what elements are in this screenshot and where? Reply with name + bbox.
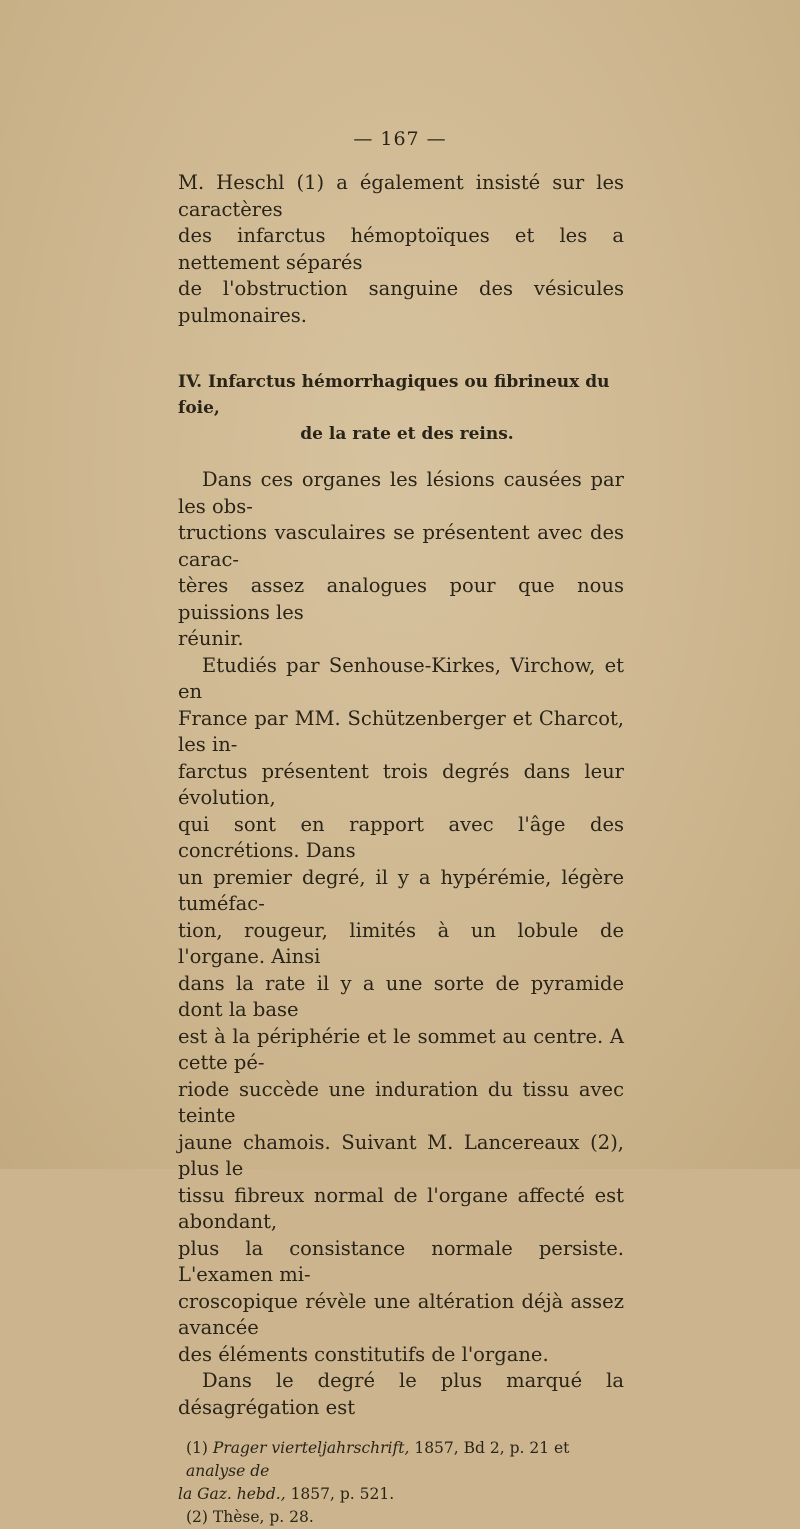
intro-line-3: de l'obstruction sanguine des vésicules pulmonaires. — [178, 277, 624, 327]
page-number: — 167 — — [353, 128, 447, 150]
p2-line-8: est à la périphérie et le sommet au centre. A cette pé- — [178, 1024, 624, 1074]
p1-line-1: Dans ces organes les lésions causées par les obs- — [178, 468, 624, 518]
p1-line-2: tructions vasculaires se présentent avec des carac- — [178, 521, 624, 571]
p2-line-13: croscopique révèle une altération déjà assez avancée — [178, 1289, 624, 1339]
footnote-1-journal: Prager vierteljahrschrift, — [212, 1439, 410, 1457]
section-heading — [178, 369, 624, 447]
p3-line-1: Dans le degré le plus marqué la désagrégation est — [178, 1369, 624, 1419]
intro-paragraph — [178, 170, 624, 329]
p2-line-2: France par MM. Schützenberger et Charcot, les in- — [178, 706, 624, 756]
paragraph-2 — [178, 653, 624, 1369]
footnote-1-analyse: analyse de — [186, 1462, 270, 1480]
p2-line-1: Etudiés par Senhouse-Kirkes, Virchow, et en — [178, 653, 624, 703]
intro-line-1: M. Heschl (1) a également insisté sur les caractères — [178, 171, 624, 221]
p2-line-3: farctus présentent trois degrés dans leur évolution, — [178, 759, 624, 809]
p1-line-3: tères assez analogues pour que nous puissions les — [178, 574, 624, 624]
p1-line-4: réunir. — [178, 627, 244, 650]
footnote-2: (2) Thèse, p. 28. — [186, 1508, 314, 1526]
footnote-1-gazette-ref: 1857, p. 521. — [290, 1485, 395, 1503]
paragraph-3 — [178, 1368, 624, 1421]
p2-line-14: des éléments constitutifs de l'organe. — [178, 1342, 549, 1366]
p2-line-11: tissu fibreux normal de l'organe affecté est abondant, — [178, 1183, 624, 1233]
p2-line-10: jaune chamois. Suivant M. Lancereaux (2), plus le — [178, 1130, 624, 1180]
footnotes — [178, 1437, 624, 1529]
footnote-1-number: (1) — [186, 1439, 208, 1457]
section-heading-line-1: IV. Infarctus hémorrhagiques ou fibrineux du foie, — [178, 372, 610, 418]
footnote-1 — [186, 1437, 624, 1483]
p2-line-4: qui sont en rapport avec l'âge des concrétions. Dans — [178, 812, 624, 862]
p2-line-12: plus la consistance normale persiste. L'examen mi- — [178, 1236, 624, 1286]
p2-line-5: un premier degré, il y a hypérémie, légère tuméfac- — [178, 865, 624, 915]
footnote-1-continued — [178, 1483, 624, 1506]
text-block — [178, 170, 624, 1529]
paragraph-1 — [178, 467, 624, 653]
footnote-1-ref: 1857, Bd 2, p. 21 et — [414, 1439, 570, 1457]
p2-line-6: tion, rougeur, limités à un lobule de l'organe. Ainsi — [178, 918, 624, 968]
intro-line-2: des infarctus hémoptoïques et les a nettement séparés — [178, 224, 624, 274]
footnote-1-gazette: la Gaz. hebd., — [178, 1485, 286, 1503]
p2-line-9: riode succède une induration du tissu avec teinte — [178, 1077, 624, 1127]
section-heading-line-2: de la rate et des reins. — [300, 424, 514, 444]
p2-line-7: dans la rate il y a une sorte de pyramide dont la base — [178, 971, 624, 1021]
